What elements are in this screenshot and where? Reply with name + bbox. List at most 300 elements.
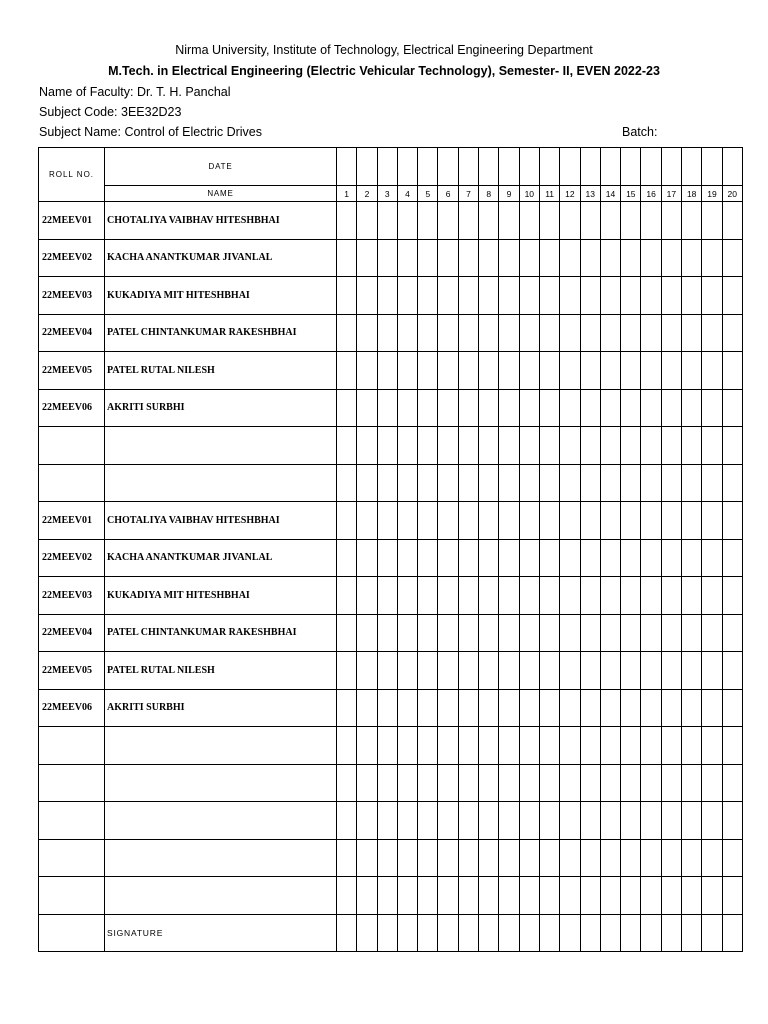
date-column-number: 18	[682, 186, 702, 202]
attendance-cell	[580, 689, 600, 727]
attendance-cell	[438, 502, 458, 540]
attendance-cell	[600, 352, 620, 390]
table-row	[39, 314, 743, 352]
attendance-cell	[641, 352, 661, 390]
date-column-number: 17	[661, 186, 681, 202]
attendance-cell	[479, 502, 499, 540]
attendance-cell	[479, 614, 499, 652]
roll-number	[39, 877, 105, 915]
roll-number: 22MEEV02	[39, 239, 105, 277]
table-row	[39, 539, 743, 577]
attendance-cell	[539, 689, 559, 727]
signature-roll-blank	[39, 914, 105, 952]
attendance-cell	[641, 277, 661, 315]
attendance-cell	[519, 352, 539, 390]
attendance-cell	[580, 464, 600, 502]
attendance-cell	[337, 239, 357, 277]
attendance-cell	[397, 652, 417, 690]
attendance-cell	[600, 202, 620, 240]
attendance-cell	[641, 614, 661, 652]
attendance-cell	[661, 389, 681, 427]
table-row	[39, 389, 743, 427]
attendance-cell	[458, 614, 478, 652]
attendance-cell	[702, 277, 722, 315]
attendance-cell	[722, 277, 742, 315]
attendance-cell	[397, 464, 417, 502]
attendance-cell	[641, 202, 661, 240]
attendance-cell	[458, 764, 478, 802]
attendance-cell	[499, 389, 519, 427]
signature-cell	[458, 914, 478, 952]
attendance-cell	[560, 802, 580, 840]
attendance-cell	[580, 539, 600, 577]
signature-cell	[722, 914, 742, 952]
attendance-cell	[560, 689, 580, 727]
attendance-cell	[519, 464, 539, 502]
attendance-cell	[621, 839, 641, 877]
attendance-cell	[722, 464, 742, 502]
date-column-number: 6	[438, 186, 458, 202]
attendance-cell	[357, 764, 377, 802]
attendance-cell	[357, 802, 377, 840]
attendance-cell	[722, 652, 742, 690]
attendance-cell	[580, 652, 600, 690]
signature-cell	[600, 914, 620, 952]
subject-name: Subject Name: Control of Electric Drives	[39, 125, 262, 139]
attendance-cell	[661, 839, 681, 877]
attendance-cell	[438, 689, 458, 727]
attendance-cell	[682, 652, 702, 690]
attendance-cell	[499, 727, 519, 765]
attendance-cell	[377, 539, 397, 577]
attendance-cell	[722, 202, 742, 240]
attendance-cell	[702, 314, 722, 352]
attendance-cell	[661, 352, 681, 390]
attendance-cell	[661, 764, 681, 802]
attendance-cell	[519, 727, 539, 765]
student-name: PATEL RUTAL NILESH	[105, 352, 337, 390]
attendance-cell	[357, 239, 377, 277]
attendance-cell	[377, 839, 397, 877]
attendance-cell	[661, 427, 681, 465]
date-header: DATE	[105, 148, 337, 186]
attendance-cell	[438, 839, 458, 877]
subject-code: Subject Code: 3EE32D23	[39, 105, 182, 119]
attendance-cell	[438, 464, 458, 502]
signature-cell	[499, 914, 519, 952]
attendance-cell	[418, 464, 438, 502]
attendance-cell	[641, 539, 661, 577]
attendance-cell	[539, 614, 559, 652]
attendance-cell	[702, 614, 722, 652]
attendance-cell	[682, 202, 702, 240]
attendance-cell	[702, 427, 722, 465]
signature-cell	[438, 914, 458, 952]
attendance-cell	[722, 427, 742, 465]
student-name	[105, 839, 337, 877]
table-row	[39, 877, 743, 915]
attendance-cell	[357, 614, 377, 652]
attendance-cell	[560, 314, 580, 352]
attendance-cell	[337, 802, 357, 840]
attendance-cell	[458, 652, 478, 690]
attendance-cell	[337, 202, 357, 240]
attendance-cell	[337, 277, 357, 315]
attendance-cell	[682, 277, 702, 315]
attendance-cell	[357, 652, 377, 690]
table-row	[39, 427, 743, 465]
student-name	[105, 877, 337, 915]
attendance-cell	[519, 314, 539, 352]
attendance-cell	[722, 389, 742, 427]
roll-number: 22MEEV06	[39, 689, 105, 727]
roll-number	[39, 727, 105, 765]
attendance-cell	[621, 277, 641, 315]
attendance-cell	[661, 277, 681, 315]
attendance-cell	[580, 239, 600, 277]
signature-cell	[377, 914, 397, 952]
attendance-cell	[519, 839, 539, 877]
attendance-cell	[357, 539, 377, 577]
attendance-cell	[539, 277, 559, 315]
attendance-cell	[397, 502, 417, 540]
attendance-cell	[337, 877, 357, 915]
attendance-cell	[539, 464, 559, 502]
signature-cell	[702, 914, 722, 952]
attendance-cell	[519, 277, 539, 315]
attendance-cell	[560, 877, 580, 915]
attendance-cell	[397, 539, 417, 577]
student-name: KUKADIYA MIT HITESHBHAI	[105, 577, 337, 615]
roll-number: 22MEEV05	[39, 352, 105, 390]
faculty-name: Name of Faculty: Dr. T. H. Panchal	[39, 85, 231, 99]
attendance-cell	[661, 202, 681, 240]
attendance-cell	[600, 502, 620, 540]
attendance-cell	[458, 502, 478, 540]
attendance-cell	[580, 877, 600, 915]
date-column-number: 7	[458, 186, 478, 202]
attendance-cell	[621, 239, 641, 277]
student-name: PATEL CHINTANKUMAR RAKESHBHAI	[105, 614, 337, 652]
attendance-cell	[722, 727, 742, 765]
attendance-cell	[438, 427, 458, 465]
attendance-cell	[621, 802, 641, 840]
attendance-cell	[600, 464, 620, 502]
student-name: KACHA ANANTKUMAR JIVANLAL	[105, 239, 337, 277]
date-column-number: 12	[560, 186, 580, 202]
attendance-cell	[682, 389, 702, 427]
attendance-cell	[661, 502, 681, 540]
attendance-cell	[458, 352, 478, 390]
attendance-cell	[641, 727, 661, 765]
signature-cell	[397, 914, 417, 952]
attendance-cell	[580, 277, 600, 315]
student-name	[105, 764, 337, 802]
attendance-cell	[458, 877, 478, 915]
attendance-cell	[357, 502, 377, 540]
attendance-cell	[539, 239, 559, 277]
attendance-cell	[479, 464, 499, 502]
attendance-cell	[357, 877, 377, 915]
attendance-cell	[539, 877, 559, 915]
attendance-cell	[722, 614, 742, 652]
attendance-cell	[580, 764, 600, 802]
attendance-cell	[722, 839, 742, 877]
attendance-cell	[621, 352, 641, 390]
attendance-cell	[682, 427, 702, 465]
attendance-cell	[600, 802, 620, 840]
attendance-cell	[722, 877, 742, 915]
attendance-cell	[600, 314, 620, 352]
attendance-cell	[661, 652, 681, 690]
attendance-cell	[418, 539, 438, 577]
roll-number	[39, 802, 105, 840]
attendance-cell	[519, 202, 539, 240]
attendance-cell	[418, 314, 438, 352]
roll-number	[39, 764, 105, 802]
attendance-cell	[539, 652, 559, 690]
date-column-number: 13	[580, 186, 600, 202]
batch-label: Batch:	[622, 125, 658, 139]
attendance-cell	[722, 502, 742, 540]
attendance-cell	[661, 577, 681, 615]
course-title: M.Tech. in Electrical Engineering (Electric Vehicular Technology), Semester- II, EVEN 2022-23	[108, 64, 660, 78]
attendance-cell	[479, 314, 499, 352]
attendance-cell	[702, 764, 722, 802]
attendance-cell	[722, 352, 742, 390]
attendance-cell	[702, 877, 722, 915]
attendance-cell	[560, 577, 580, 615]
attendance-cell	[418, 652, 438, 690]
attendance-cell	[702, 689, 722, 727]
attendance-cell	[722, 314, 742, 352]
date-column-number: 2	[357, 186, 377, 202]
attendance-cell	[458, 239, 478, 277]
attendance-cell	[337, 502, 357, 540]
attendance-cell	[600, 689, 620, 727]
attendance-cell	[397, 764, 417, 802]
attendance-cell	[499, 614, 519, 652]
date-column-number: 5	[418, 186, 438, 202]
attendance-cell	[357, 577, 377, 615]
attendance-cell	[377, 502, 397, 540]
attendance-cell	[377, 877, 397, 915]
attendance-cell	[418, 802, 438, 840]
attendance-cell	[580, 314, 600, 352]
name-header: NAME	[105, 186, 337, 202]
attendance-cell	[418, 614, 438, 652]
attendance-cell	[560, 652, 580, 690]
attendance-cell	[479, 689, 499, 727]
date-column-number: 9	[499, 186, 519, 202]
attendance-cell	[458, 839, 478, 877]
attendance-cell	[458, 802, 478, 840]
attendance-cell	[539, 839, 559, 877]
attendance-cell	[702, 577, 722, 615]
attendance-cell	[458, 389, 478, 427]
attendance-cell	[539, 539, 559, 577]
attendance-cell	[438, 764, 458, 802]
attendance-cell	[357, 839, 377, 877]
attendance-cell	[722, 689, 742, 727]
attendance-cell	[438, 614, 458, 652]
attendance-cell	[621, 202, 641, 240]
attendance-cell	[418, 764, 438, 802]
attendance-cell	[641, 427, 661, 465]
attendance-cell	[682, 764, 702, 802]
attendance-cell	[397, 389, 417, 427]
attendance-cell	[519, 389, 539, 427]
attendance-cell	[702, 652, 722, 690]
attendance-cell	[600, 389, 620, 427]
attendance-cell	[560, 502, 580, 540]
attendance-cell	[661, 539, 681, 577]
attendance-cell	[621, 764, 641, 802]
attendance-cell	[438, 352, 458, 390]
attendance-cell	[397, 352, 417, 390]
attendance-cell	[479, 652, 499, 690]
table-row	[39, 502, 743, 540]
attendance-cell	[499, 652, 519, 690]
attendance-cell	[438, 314, 458, 352]
attendance-cell	[560, 764, 580, 802]
attendance-cell	[661, 877, 681, 915]
attendance-cell	[479, 839, 499, 877]
student-name: AKRITI SURBHI	[105, 689, 337, 727]
attendance-cell	[641, 839, 661, 877]
attendance-cell	[479, 352, 499, 390]
attendance-cell	[641, 764, 661, 802]
attendance-cell	[418, 239, 438, 277]
roll-number: 22MEEV03	[39, 277, 105, 315]
attendance-cell	[519, 877, 539, 915]
university-title: Nirma University, Institute of Technology, Electrical Engineering Department	[175, 43, 593, 57]
attendance-cell	[621, 652, 641, 690]
attendance-cell	[479, 389, 499, 427]
roll-number	[39, 427, 105, 465]
table-row	[39, 352, 743, 390]
attendance-cell	[580, 427, 600, 465]
attendance-cell	[357, 277, 377, 315]
attendance-cell	[682, 727, 702, 765]
attendance-cell	[438, 239, 458, 277]
attendance-cell	[337, 389, 357, 427]
date-column-number: 4	[397, 186, 417, 202]
attendance-cell	[377, 652, 397, 690]
attendance-cell	[682, 577, 702, 615]
attendance-cell	[560, 427, 580, 465]
attendance-cell	[560, 614, 580, 652]
attendance-cell	[337, 689, 357, 727]
attendance-cell	[580, 502, 600, 540]
attendance-cell	[661, 464, 681, 502]
attendance-cell	[458, 577, 478, 615]
attendance-cell	[397, 839, 417, 877]
attendance-cell	[621, 727, 641, 765]
attendance-cell	[418, 277, 438, 315]
attendance-cell	[682, 839, 702, 877]
attendance-cell	[337, 352, 357, 390]
attendance-cell	[600, 577, 620, 615]
attendance-cell	[357, 689, 377, 727]
date-column-number: 19	[702, 186, 722, 202]
attendance-cell	[337, 464, 357, 502]
attendance-cell	[479, 877, 499, 915]
attendance-cell	[539, 577, 559, 615]
roll-number: 22MEEV04	[39, 614, 105, 652]
table-row	[39, 764, 743, 802]
attendance-cell	[357, 352, 377, 390]
attendance-cell	[661, 614, 681, 652]
student-name: CHOTALIYA VAIBHAV HITESHBHAI	[105, 202, 337, 240]
attendance-cell	[539, 764, 559, 802]
roll-number: 22MEEV01	[39, 502, 105, 540]
attendance-cell	[560, 389, 580, 427]
attendance-cell	[499, 839, 519, 877]
attendance-cell	[641, 464, 661, 502]
attendance-cell	[682, 877, 702, 915]
header-row-date	[39, 148, 743, 186]
attendance-cell	[600, 727, 620, 765]
attendance-cell	[458, 277, 478, 315]
attendance-cell	[397, 577, 417, 615]
roll-number: 22MEEV03	[39, 577, 105, 615]
attendance-cell	[600, 539, 620, 577]
attendance-cell	[499, 239, 519, 277]
signature-cell	[661, 914, 681, 952]
attendance-cell	[661, 314, 681, 352]
attendance-cell	[397, 689, 417, 727]
attendance-cell	[661, 239, 681, 277]
attendance-cell	[621, 464, 641, 502]
table-row	[39, 839, 743, 877]
attendance-cell	[397, 239, 417, 277]
attendance-cell	[458, 427, 478, 465]
signature-row	[39, 914, 743, 952]
attendance-cell	[397, 727, 417, 765]
attendance-cell	[702, 389, 722, 427]
attendance-cell	[377, 727, 397, 765]
attendance-cell	[438, 577, 458, 615]
student-name: KACHA ANANTKUMAR JIVANLAL	[105, 539, 337, 577]
attendance-cell	[600, 652, 620, 690]
attendance-cell	[397, 877, 417, 915]
attendance-cell	[519, 427, 539, 465]
attendance-cell	[337, 764, 357, 802]
attendance-cell	[418, 689, 438, 727]
attendance-cell	[621, 539, 641, 577]
signature-cell	[621, 914, 641, 952]
attendance-cell	[499, 202, 519, 240]
attendance-cell	[479, 802, 499, 840]
attendance-cell	[519, 614, 539, 652]
attendance-cell	[499, 764, 519, 802]
attendance-cell	[377, 577, 397, 615]
attendance-cell	[560, 202, 580, 240]
attendance-cell	[519, 689, 539, 727]
attendance-cell	[499, 352, 519, 390]
attendance-cell	[580, 389, 600, 427]
attendance-cell	[397, 802, 417, 840]
attendance-cell	[438, 539, 458, 577]
attendance-cell	[479, 577, 499, 615]
roll-number: 22MEEV02	[39, 539, 105, 577]
attendance-cell	[661, 802, 681, 840]
attendance-cell	[641, 239, 661, 277]
attendance-cell	[702, 727, 722, 765]
attendance-cell	[418, 502, 438, 540]
attendance-cell	[641, 314, 661, 352]
